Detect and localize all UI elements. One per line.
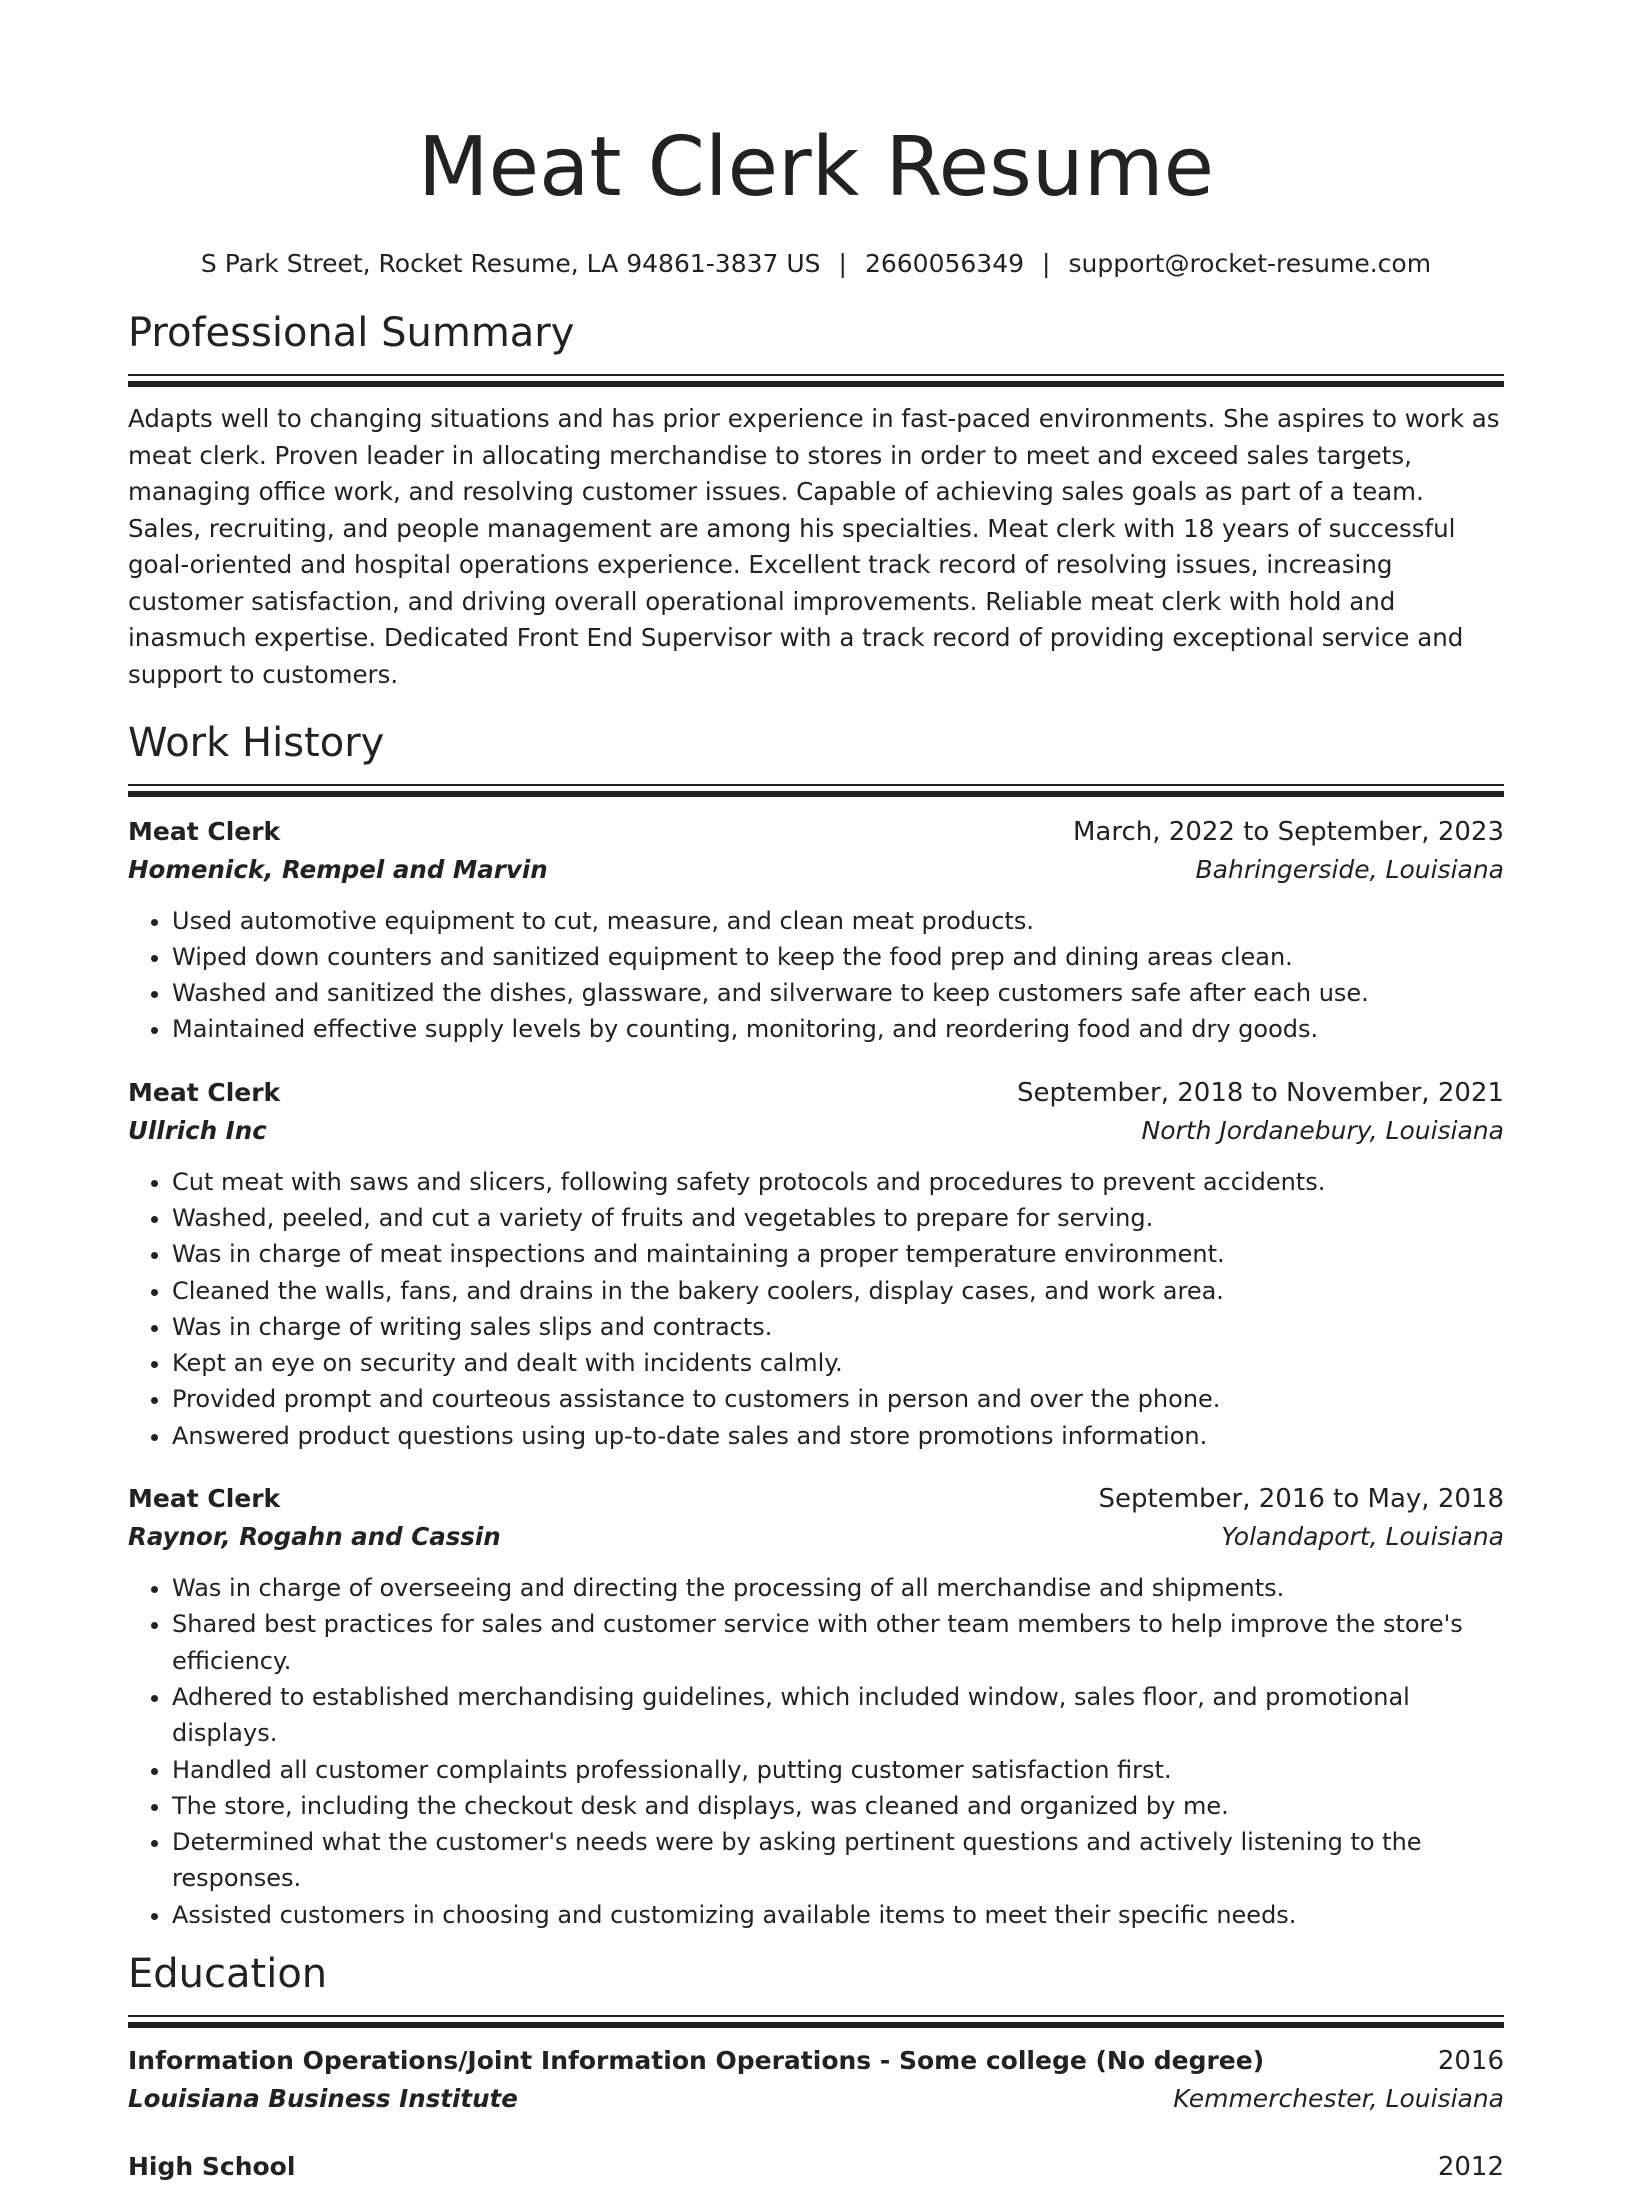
- job-company: Homenick, Rempel and Marvin: [128, 854, 548, 884]
- job-title: Meat Clerk: [128, 816, 281, 846]
- job-bullet: • Shared best practices for sales and customer service with other team members to help improve the store's efficiency.: [172, 1606, 1504, 1679]
- section-divider-thin: [128, 784, 1504, 786]
- job-entry: [128, 1480, 1504, 1933]
- education-year: 2016: [1437, 2046, 1504, 2077]
- resume-title: Meat Clerk Resume: [417, 120, 1215, 215]
- job-bullet: • Assisted customers in choosing and customizing available items to meet their specific needs.: [172, 1897, 1504, 1933]
- job-bullet: • Wiped down counters and sanitized equipment to keep the food prep and dining areas clean.: [172, 939, 1504, 975]
- job-bullet: • Maintained effective supply levels by counting, monitoring, and reordering food and dry goods.: [172, 1011, 1504, 1047]
- job-entry: [128, 813, 1504, 1048]
- job-bullet-list: [128, 1570, 1504, 1933]
- job-bullet: • Provided prompt and courteous assistance to customers in person and over the phone.: [172, 1381, 1504, 1417]
- job-entry: [128, 1074, 1504, 1454]
- section-divider-thick: [128, 791, 1504, 797]
- job-bullet: • Washed, peeled, and cut a variety of fruits and vegetables to prepare for serving.: [172, 1200, 1504, 1236]
- contact-separator: |: [838, 249, 847, 278]
- job-location: Bahringerside, Louisiana: [1195, 854, 1504, 884]
- contact-phone: 2660056349: [864, 249, 1025, 278]
- education-entry: [128, 2148, 1504, 2186]
- education-school-row: [128, 2080, 1504, 2118]
- job-location: North Jordanebury, Louisiana: [1141, 1115, 1504, 1145]
- contact-address: S Park Street, Rocket Resume, LA 94861-3837 US: [200, 249, 821, 278]
- education-section: [128, 1949, 1504, 2186]
- job-employer-row: [128, 851, 1504, 889]
- job-bullet: • Kept an eye on security and dealt with incidents calmly.: [172, 1345, 1504, 1381]
- job-dates: September, 2016 to May, 2018: [1098, 1484, 1504, 1515]
- job-bullet: • Was in charge of writing sales slips and contracts.: [172, 1309, 1504, 1345]
- section-heading-summary: Professional Summary: [128, 310, 575, 356]
- job-bullet: • Was in charge of meat inspections and maintaining a proper temperature environment.: [172, 1236, 1504, 1272]
- job-dates: September, 2018 to November, 2021: [1017, 1077, 1504, 1108]
- education-degree: Information Operations/Joint Information Operations - Some college (No degree): [128, 2046, 1265, 2076]
- job-bullet: • Cleaned the walls, fans, and drains in the bakery coolers, display cases, and work area.: [172, 1273, 1504, 1309]
- contact-email: support@rocket-resume.com: [1068, 249, 1432, 278]
- section-divider-thick: [128, 381, 1504, 387]
- job-bullet: • Adhered to established merchandising guidelines, which included window, sales floor, and promotional displays.: [172, 1679, 1504, 1752]
- section-divider-thick: [128, 2022, 1504, 2028]
- job-title: Meat Clerk: [128, 1077, 281, 1107]
- job-bullet: • Washed and sanitized the dishes, glassware, and silverware to keep customers safe after each use.: [172, 975, 1504, 1011]
- job-company: Ullrich Inc: [128, 1115, 267, 1145]
- job-header-row: [128, 813, 1504, 851]
- job-header-row: [128, 1074, 1504, 1112]
- section-divider-thin: [128, 374, 1504, 376]
- job-title: Meat Clerk: [128, 1484, 281, 1514]
- job-bullet: • Handled all customer complaints professionally, putting customer satisfaction first.: [172, 1752, 1504, 1788]
- section-divider-thin: [128, 2015, 1504, 2017]
- job-employer-row: [128, 1112, 1504, 1150]
- education-entry: [128, 2042, 1504, 2118]
- section-heading-education: Education: [128, 1951, 328, 1998]
- education-header-row: [128, 2042, 1504, 2080]
- contact-separator: |: [1042, 249, 1051, 278]
- job-bullet: • Used automotive equipment to cut, measure, and clean meat products.: [172, 903, 1504, 939]
- job-employer-row: [128, 1518, 1504, 1556]
- job-bullet: • Cut meat with saws and slicers, following safety protocols and procedures to prevent accidents.: [172, 1164, 1504, 1200]
- education-year: 2012: [1437, 2152, 1504, 2183]
- education-location: Kemmerchester, Louisiana: [1173, 2084, 1504, 2114]
- job-header-row: [128, 1480, 1504, 1518]
- work-history-section: [128, 718, 1504, 1934]
- job-bullet-list: [128, 1164, 1504, 1454]
- education-degree: High School: [128, 2152, 296, 2182]
- job-location: Yolandaport, Louisiana: [1221, 1522, 1504, 1552]
- education-header-row: [128, 2148, 1504, 2186]
- job-bullet: • Was in charge of overseeing and directing the processing of all merchandise and shipments.: [172, 1570, 1504, 1606]
- contact-line: [128, 246, 1504, 282]
- job-bullet: • Answered product questions using up-to-date sales and store promotions information.: [172, 1418, 1504, 1454]
- job-bullet: • The store, including the checkout desk and displays, was cleaned and organized by me.: [172, 1788, 1504, 1824]
- job-dates: March, 2022 to September, 2023: [1073, 816, 1504, 847]
- summary-text: Adapts well to changing situations and has prior experience in fast-paced environments. She aspires to work as meat clerk. Proven leader in allocating merchandise to stores in order to meet and exceed sales targets, managing office work, and resolving customer issues. Capable of achieving sales goals as part of a team. Sales, recruiting, and people management are among his specialties. Meat clerk with 18 years of successful goal-oriented and hospital operations experience. Excellent track record of resolving issues, increasing customer satisfaction, and driving overall operational improvements. Reliable meat clerk with hold and inasmuch expertise. Dedicated Front End Supervisor with a track record of providing exceptional service and support to customers.: [128, 404, 1500, 689]
- job-bullet: • Determined what the customer's needs were by asking pertinent questions and actively listening to the responses.: [172, 1824, 1504, 1897]
- job-bullet-list: [128, 903, 1504, 1048]
- summary-section: [128, 308, 1504, 693]
- section-heading-work-history: Work History: [128, 719, 385, 766]
- education-school: Louisiana Business Institute: [128, 2084, 518, 2114]
- job-company: Raynor, Rogahn and Cassin: [128, 1522, 501, 1552]
